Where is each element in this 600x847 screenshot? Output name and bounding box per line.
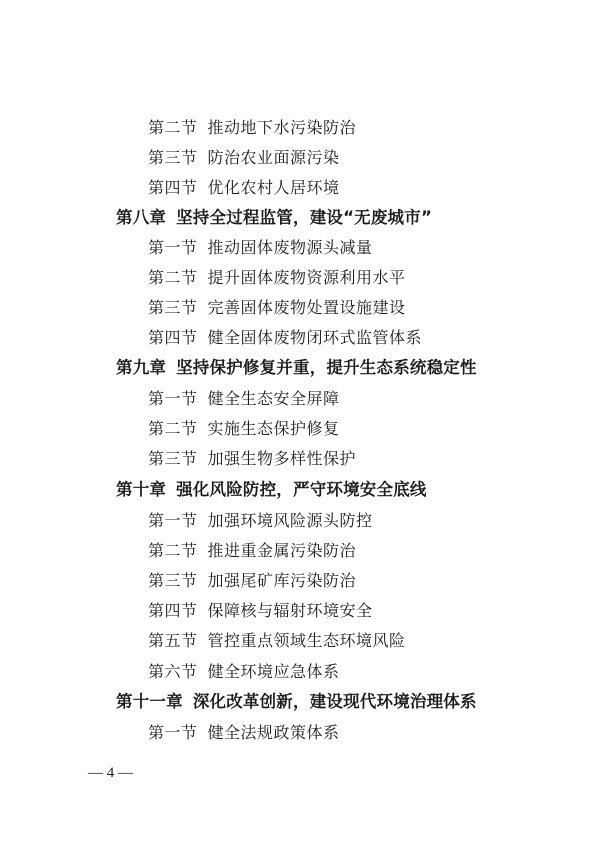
toc-chapter bbox=[116, 360, 477, 377]
section-title: 加强环境风险源头防控 bbox=[207, 511, 373, 530]
section-title: 优化农村人居环境 bbox=[207, 178, 340, 197]
section-number: 第四节 bbox=[148, 601, 198, 620]
chapter-title: 强化风险防控，严守环境安全底线 bbox=[176, 480, 427, 499]
toc-chapter bbox=[116, 694, 477, 711]
section-number: 第六节 bbox=[148, 662, 198, 681]
section-number: 第二节 bbox=[148, 268, 198, 287]
section-number: 第二节 bbox=[148, 541, 198, 560]
section-title: 实施生态保护修复 bbox=[207, 419, 340, 438]
section-number: 第三节 bbox=[148, 298, 198, 317]
chapter-title: 坚持全过程监管，建设“无废城市” bbox=[176, 208, 432, 227]
section-number: 第三节 bbox=[148, 449, 198, 468]
section-title: 健全生态安全屏障 bbox=[207, 389, 340, 408]
section-number: 第一节 bbox=[148, 511, 198, 530]
section-title: 健全环境应急体系 bbox=[207, 662, 340, 681]
section-title: 健全法规政策体系 bbox=[207, 723, 340, 742]
toc-section bbox=[148, 573, 356, 589]
section-title: 推进重金属污染防治 bbox=[207, 541, 357, 560]
toc-section bbox=[148, 270, 406, 286]
section-title: 提升固体废物资源利用水平 bbox=[207, 268, 406, 287]
section-title: 健全固体废物闭环式监管体系 bbox=[207, 328, 423, 347]
section-number: 第四节 bbox=[148, 328, 198, 347]
page-number: — 4 — bbox=[88, 765, 133, 781]
toc-section bbox=[148, 120, 356, 136]
toc-chapter bbox=[116, 482, 427, 499]
section-title: 管控重点领域生态环境风险 bbox=[207, 631, 406, 650]
chapter-number: 第九章 bbox=[116, 358, 167, 377]
section-number: 第五节 bbox=[148, 631, 198, 650]
toc-section bbox=[148, 603, 373, 619]
toc-section bbox=[148, 300, 406, 316]
section-title: 加强生物多样性保护 bbox=[207, 449, 357, 468]
toc-section bbox=[148, 633, 406, 649]
section-title: 推动地下水污染防治 bbox=[207, 118, 357, 137]
section-number: 第二节 bbox=[148, 118, 198, 137]
section-title: 完善固体废物处置设施建设 bbox=[207, 298, 406, 317]
toc-section bbox=[148, 150, 340, 166]
toc-section bbox=[148, 180, 340, 196]
section-title: 推动固体废物源头减量 bbox=[207, 238, 373, 257]
section-title: 防治农业面源污染 bbox=[207, 148, 340, 167]
section-title: 保障核与辐射环境安全 bbox=[207, 601, 373, 620]
section-number: 第一节 bbox=[148, 238, 198, 257]
section-title: 加强尾矿库污染防治 bbox=[207, 571, 357, 590]
chapter-number: 第十一章 bbox=[116, 692, 183, 711]
section-number: 第三节 bbox=[148, 571, 198, 590]
toc-section bbox=[148, 330, 422, 346]
chapter-number: 第十章 bbox=[116, 480, 167, 499]
section-number: 第一节 bbox=[148, 723, 198, 742]
toc-section bbox=[148, 725, 340, 741]
toc-section bbox=[148, 391, 340, 407]
chapter-title: 坚持保护修复并重，提升生态系统稳定性 bbox=[176, 358, 477, 377]
section-number: 第三节 bbox=[148, 148, 198, 167]
section-number: 第一节 bbox=[148, 389, 198, 408]
toc-section bbox=[148, 421, 340, 437]
toc-section bbox=[148, 240, 373, 256]
chapter-title: 深化改革创新，建设现代环境治理体系 bbox=[192, 692, 477, 711]
section-number: 第二节 bbox=[148, 419, 198, 438]
toc-section bbox=[148, 451, 356, 467]
chapter-number: 第八章 bbox=[116, 208, 167, 227]
toc-chapter bbox=[116, 210, 432, 227]
toc-section bbox=[148, 664, 340, 680]
toc-section bbox=[148, 543, 356, 559]
section-number: 第四节 bbox=[148, 178, 198, 197]
toc-section bbox=[148, 513, 373, 529]
